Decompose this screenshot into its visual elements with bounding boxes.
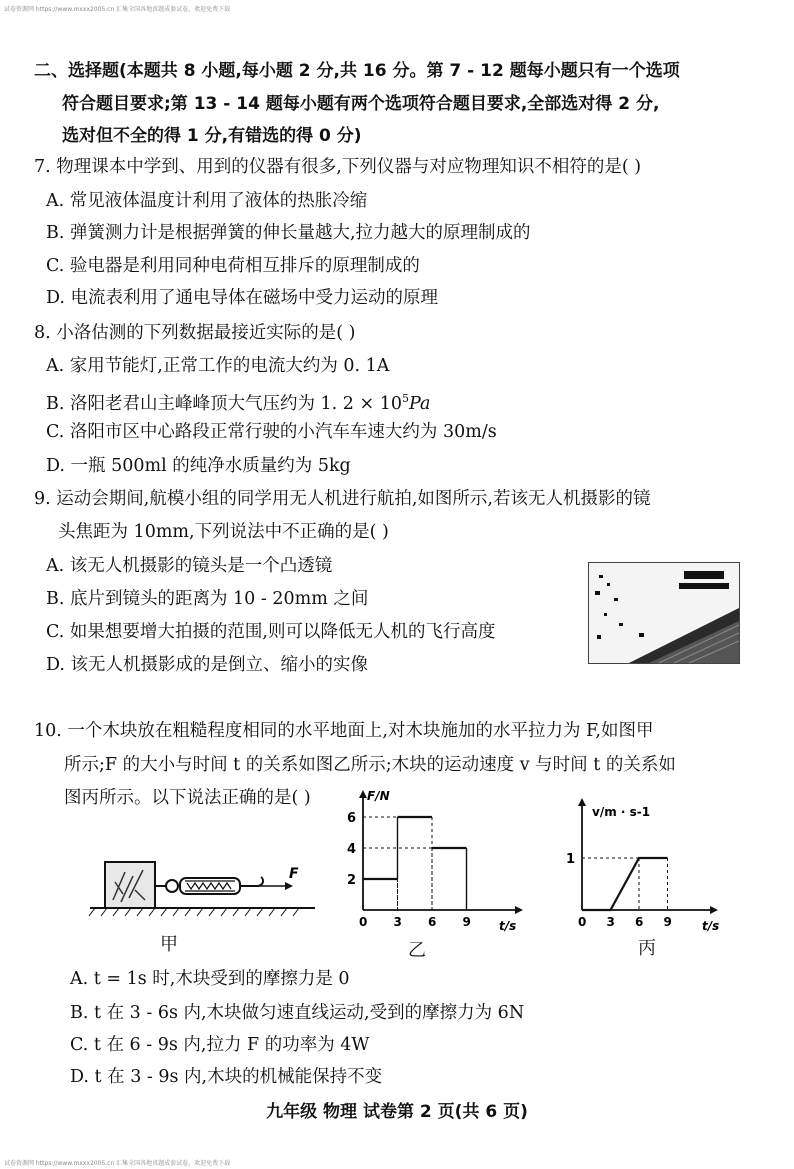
- figure-yi-caption: 乙: [408, 940, 426, 961]
- y-tick-label: 4: [347, 842, 357, 857]
- q7-option-a: A. 常见液体温度计利用了液体的热胀冷缩: [46, 191, 368, 211]
- q7-stem: 7. 物理课本中学到、用到的仪器有很多,下列仪器与对应物理知识不相符的是( ): [34, 157, 642, 177]
- figure-jia-block-spring: [85, 850, 325, 920]
- q9-option-a: A. 该无人机摄影的镜头是一个凸透镜: [46, 556, 333, 576]
- stadium-photo: [588, 562, 740, 664]
- q10-stem-line3: 图丙所示。以下说法正确的是( ): [64, 788, 311, 808]
- scale-hook: [240, 877, 263, 886]
- watermark-top: 试卷资源网 https://www.mxxx2005.cn 汇集全国各地真题成套试卷，欢迎免费下载: [4, 6, 231, 13]
- x-tick-label: 3: [606, 915, 615, 929]
- x-tick-label: 0: [578, 915, 587, 929]
- q9-stem-line2: 头焦距为 10mm,下列说法中不正确的是( ): [58, 522, 389, 542]
- q7-option-c: C. 验电器是利用同种电荷相互排斥的原理制成的: [46, 256, 420, 276]
- q8-stem: 8. 小洛估测的下列数据最接近实际的是( ): [34, 323, 356, 343]
- q10-option-b: B. t 在 3 - 6s 内,木块做匀速直线运动,受到的摩擦力为 6N: [70, 1003, 525, 1023]
- q9-option-b: B. 底片到镜头的距离为 10 - 20mm 之间: [46, 589, 369, 609]
- q9-stem-line1: 9. 运动会期间,航模小组的同学用无人机进行航拍,如图所示,若该无人机摄影的镜: [34, 489, 651, 509]
- q8-option-b: B. 洛阳老君山主峰峰顶大气压约为 1. $2 \times 10^5Pa$: [46, 392, 431, 414]
- velocity-line: [582, 858, 668, 910]
- q9-option-d: D. 该无人机摄影成的是倒立、缩小的实像: [46, 655, 369, 675]
- x-axis-label: t/s: [702, 919, 720, 933]
- x-tick-label: 6: [428, 915, 437, 929]
- section-header-line3: 选对但不全的得 1 分,有错选的得 0 分): [62, 126, 362, 146]
- q8-option-a: A. 家用节能灯,正常工作的电流大约为 0. 1A: [46, 356, 390, 376]
- wooden-block: [105, 862, 155, 908]
- x-tick-label: 9: [663, 915, 672, 929]
- y-tick-label: 6: [347, 811, 357, 826]
- page-footer: 九年级 物理 试卷第 2 页(共 6 页): [266, 1102, 528, 1122]
- ground-hatch: [89, 908, 299, 916]
- x-tick-label: 6: [635, 915, 644, 929]
- x-tick-label: 3: [393, 915, 402, 929]
- y-tick-label: 2: [347, 873, 357, 888]
- figure-bing-velocity-time-graph: [566, 790, 730, 940]
- figure-jia-caption: 甲: [160, 934, 178, 955]
- q7-option-d: D. 电流表利用了通电导体在磁场中受力运动的原理: [46, 288, 439, 308]
- q9-option-c: C. 如果想要增大拍摄的范围,则可以降低无人机的飞行高度: [46, 622, 496, 642]
- q10-stem-line2: 所示;F 的大小与时间 t 的关系如图乙所示;木块的运动速度 v 与时间 t 的关系如: [64, 755, 676, 775]
- force-label: F: [289, 866, 299, 882]
- y-axis-label: F/N: [367, 789, 390, 803]
- q8-option-c: C. 洛阳市区中心路段正常行驶的小汽车车速大约为 30m/s: [46, 422, 497, 442]
- q10-option-a: A. t = 1s 时,木块受到的摩擦力是 0: [70, 969, 350, 989]
- force-arrow: [285, 882, 293, 890]
- spring-ring: [166, 880, 178, 892]
- q10-option-c: C. t 在 6 - 9s 内,拉力 F 的功率为 4W: [70, 1035, 370, 1055]
- x-tick-label: 0: [359, 915, 368, 929]
- q8-option-d: D. 一瓶 500ml 的纯净水质量约为 5kg: [46, 456, 351, 476]
- q10-stem-line1: 10. 一个木块放在粗糙程度相同的水平地面上,对木块施加的水平拉力为 F,如图甲: [34, 721, 654, 741]
- section-header-line2: 符合题目要求;第 13 - 14 题每小题有两个选项符合题目要求,全部选对得 2 分,: [62, 94, 660, 114]
- figure-bing-caption: 丙: [638, 938, 656, 959]
- x-tick-label: 9: [462, 915, 471, 929]
- y-tick-label: 1: [566, 852, 576, 867]
- figure-yi-force-time-graph: [325, 786, 525, 936]
- q10-option-d: D. t 在 3 - 9s 内,木块的机械能保持不变: [70, 1067, 383, 1087]
- y-axis-label: v/m · s-1: [592, 805, 651, 819]
- q7-option-b: B. 弹簧测力计是根据弹簧的伸长量越大,拉力越大的原理制成的: [46, 223, 531, 243]
- watermark-bottom: 试卷资源网 https://www.mxxx2005.cn 汇集全国各地真题成套试卷，欢迎免费下载: [4, 1160, 231, 1167]
- section-header-line1: 二、选择题(本题共 8 小题,每小题 2 分,共 16 分。第 7 - 12 题每小题只有一个选项: [34, 61, 680, 81]
- x-axis-label: t/s: [499, 919, 517, 933]
